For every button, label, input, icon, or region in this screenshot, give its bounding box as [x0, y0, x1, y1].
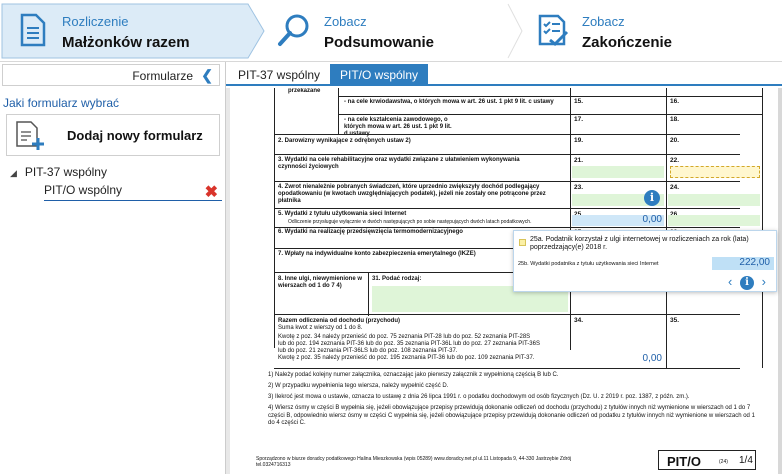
vertical-scrollbar[interactable]	[778, 88, 782, 474]
row-border	[274, 368, 740, 369]
step-label-small: Zobacz	[324, 14, 367, 29]
field-number: 24.	[670, 184, 680, 191]
field-number: 17.	[574, 116, 584, 123]
table-border	[274, 88, 275, 348]
hint-value-field[interactable]: 222,00	[712, 257, 774, 270]
table-border	[666, 88, 667, 368]
row-note: Odliczenie przysługuje wyłącznie w dwóch następujących po sobie następujących dwóch latach podatkowych.	[288, 219, 532, 225]
field-number: 18.	[670, 116, 680, 123]
field-26[interactable]	[668, 215, 760, 226]
sum-line: Kwotę z poz. 34 należy przenieść do poz. 75 zeznania PIT-28 lub do poz. 52 zeznania PIT-28S	[278, 334, 531, 340]
field-21[interactable]	[572, 166, 664, 178]
field-24[interactable]	[668, 194, 760, 206]
pit-page-box	[658, 450, 756, 470]
step-label-small: Rozliczenie	[62, 14, 129, 29]
row-label: 2. Darowizny wynikające z odrębnych ustaw 2)	[278, 138, 411, 144]
row-border	[274, 134, 740, 135]
field-number: 34.	[574, 317, 584, 324]
field-number: 35.	[670, 317, 680, 324]
field-22[interactable]	[670, 166, 760, 178]
row-border	[274, 154, 740, 155]
sum-line: lub do poz. 194 zeznania PIT-36 lub do poz. 35 zeznania PIT-36L lub do poz. 27 zeznania PIT-36S	[278, 341, 540, 347]
step-label-big: Zakończenie	[582, 34, 673, 51]
wizard-step-podsumowanie[interactable]	[264, 4, 522, 58]
row-label: - na cele kształcenia zawodowego, o których mowa w art. 26 ust. 1 pkt 9 lit. d ustawy	[344, 117, 452, 137]
row-border	[274, 227, 740, 228]
tree-item-pito[interactable]	[44, 183, 222, 201]
row-border	[274, 314, 740, 315]
hint-nav	[728, 274, 766, 291]
row-label: 6. Wydatki na realizację przedsięwzięcia termomodernizacyjnego	[278, 229, 463, 235]
expand-triangle-icon[interactable]: ◢	[10, 168, 17, 178]
footnote: 3) Ilekroć jest mowa o ustawie, oznacza to ustawę z dnia 26 lipca 1991 r. o podatku dochodowym od osób fizycznych (Dz. U. z 2019 r. poz. 1387, z późn. zm.).	[268, 394, 690, 400]
sum-line: Suma kwot z wierszy od 1 do 8.	[278, 325, 363, 331]
tab-pit37[interactable]: PIT-37 wspólny	[238, 68, 321, 82]
row-border	[274, 208, 740, 209]
tab-pito[interactable]: PIT/O wspólny	[330, 64, 428, 86]
field-number: 16.	[670, 98, 680, 105]
table-border	[762, 88, 763, 368]
field-25-value: 0,00	[642, 214, 662, 225]
field-number: 23.	[574, 184, 584, 191]
page-footer: Sporządzono w biurze doradcy podatkowego Halina Mieszkowska (wpis 05289) www.doradcy.net.pl ul.11 Listopada 9, 44-330 Jastrzębie Zdrój tel.0324716313	[256, 456, 572, 468]
checklist-icon	[534, 12, 570, 48]
wizard-bar	[0, 0, 782, 62]
wizard-step-zakonczenie[interactable]	[522, 4, 780, 58]
document-icon	[14, 12, 50, 48]
delete-icon[interactable]: ✖	[204, 184, 218, 201]
row-label: - na cele krwiodawstwa, o których mowa w art. 26 ust. 1 pkt 9 lit. c ustawy	[344, 99, 554, 105]
chevron-left-icon[interactable]: ‹	[728, 274, 733, 289]
pit-page: 1/4	[739, 455, 753, 466]
hint-title: 25a. Podatnik korzystał z ulgi internetowej w rozliczeniach za rok (lata) poprzedzający(e) 2018 r.	[530, 236, 749, 251]
row-label: 3. Wydatki na cele rehabilitacyjne oraz wydatki związane z ułatwieniem wykonywania czynności życiowych	[278, 157, 520, 170]
row-label: 7. Wpłaty na indywidualne konto zabezpieczenia emerytalnego (IKZE)	[278, 251, 476, 257]
sum-line: lub do poz. 21 zeznania PIT-36LS lub do poz. 108 zeznania PIT-37.	[278, 348, 458, 354]
row-border	[274, 181, 740, 182]
field-number: 20.	[670, 137, 680, 144]
row-label: 4. Zwrot nienależnie pobranych świadczeń, które uprzednio zwiększyły dochód podlegający opodatkowaniu (w kwotach uwzględniających podatek), jeżeli nie zostały one potrącone przez płatnika	[278, 184, 546, 204]
step-label-big: Podsumowanie	[324, 34, 435, 51]
tree-item-label: PIT/O wspólny	[44, 183, 123, 197]
add-form-label: Dodaj nowy formularz	[67, 128, 203, 143]
field-number: 21.	[574, 157, 584, 164]
field-hint-popup	[513, 230, 777, 292]
step-label-small: Zobacz	[582, 14, 625, 29]
row-border	[338, 96, 762, 97]
pit-version: (24)	[719, 459, 728, 465]
add-document-icon	[13, 120, 45, 152]
forms-header[interactable]	[2, 64, 220, 86]
hint-line: 25b. Wydatki podatnika z tytułu użytkowania sieci Internet	[518, 261, 659, 267]
info-icon[interactable]: i	[740, 276, 754, 290]
footnote: 4) Wiersz ósmy w części B wypełnia się, jeżeli obowiązujące przepisy przewidują dokonanie odliczeń od dochodu (przychodu) z tytułów innych niż wymienione w wierszach od 1 do 7 części B, odpowiednio wiersz ósmy w części C wypełnia się, jeżeli obowiązujące przepisy przewidują dokonanie odliczeń od podatku z tytułów innych niż wymienione w wierszach od 1 do 4 części C.	[268, 405, 755, 426]
tree-item-pit37[interactable]	[10, 165, 107, 179]
pit-label: PIT/O	[667, 454, 701, 469]
row-label: 31. Podać rodzaj:	[372, 276, 422, 282]
tree-item-label: PIT-37 wspólny	[24, 165, 107, 179]
row-label: 5. Wydatki z tytułu użytkowania sieci Internet	[278, 211, 407, 217]
magnifier-icon	[276, 12, 312, 48]
footnote: 1) Należy podać kolejny numer załącznika, oznaczając jako pierwszy załącznik z wypełnioną częścią B lub C.	[268, 372, 559, 378]
chevron-right-icon[interactable]: ›	[761, 274, 766, 289]
footnote: 2) W przypadku wypełnienia tego wiersza, należy wypełnić część D.	[268, 383, 449, 389]
field-number: 19.	[574, 137, 584, 144]
table-border	[368, 272, 369, 316]
checkbox-25a[interactable]	[519, 239, 526, 246]
add-form-button[interactable]	[6, 114, 220, 156]
table-border	[570, 88, 571, 350]
field-number: 15.	[574, 98, 584, 105]
row-label: przekazane	[288, 88, 321, 94]
form-tabs	[226, 62, 782, 86]
table-border	[338, 88, 339, 134]
row-border	[338, 114, 762, 115]
row-label: 8. Inne ulgi, niewymienione w wierszach od 1 do 7 4)	[278, 276, 363, 289]
step-label-big: Małżonków razem	[62, 34, 190, 51]
info-icon[interactable]: i	[644, 190, 660, 206]
field-number: 22.	[670, 157, 680, 164]
chevron-left-icon[interactable]: ❮	[201, 67, 213, 83]
field-34-value: 0,00	[642, 353, 662, 364]
wizard-step-rozliczenie[interactable]	[2, 4, 264, 58]
forms-header-label: Formularze	[132, 69, 193, 83]
forms-sidebar	[0, 62, 226, 474]
sum-title: Razem odliczenia od dochodu (przychodu)	[278, 318, 401, 324]
which-form-link[interactable]: Jaki formularz wybrać	[3, 96, 120, 110]
sum-line: Kwotę z poz. 35 należy przenieść do poz. 195 zeznania PIT-36 lub do poz. 109 zeznania PIT-37.	[278, 355, 535, 361]
